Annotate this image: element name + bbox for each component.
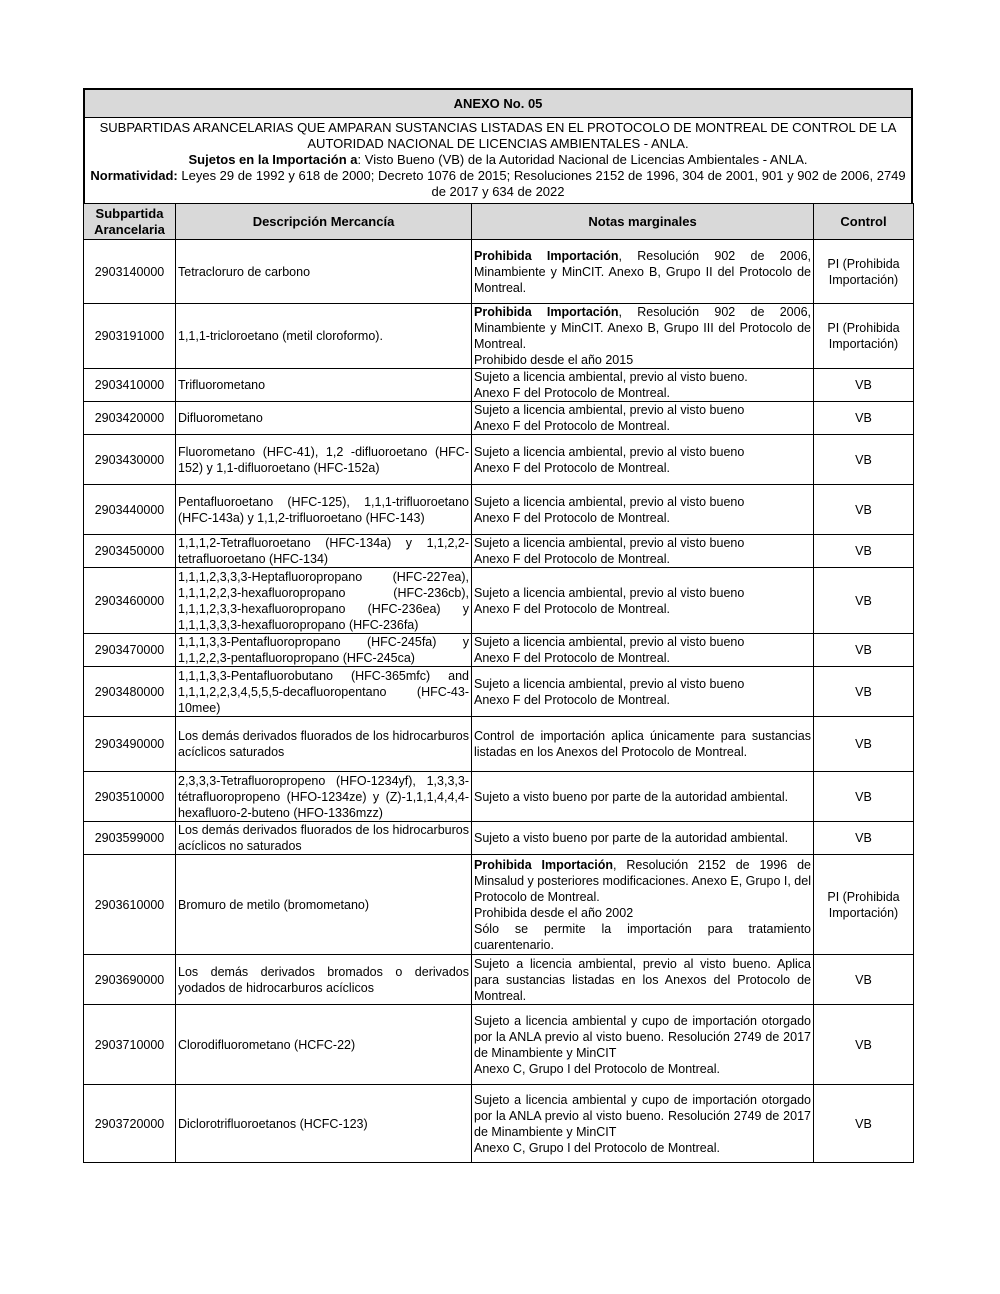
description-cell: Difluorometano (176, 402, 472, 435)
note-line (474, 494, 811, 510)
control-cell: VB (814, 402, 914, 435)
notes-cell (472, 717, 814, 772)
tariff-code-cell: 2903450000 (84, 535, 176, 568)
table-header-row (84, 204, 914, 240)
control-cell: VB (814, 568, 914, 634)
control-cell: VB (814, 822, 914, 855)
description-cell: Clorodifluorometano (HCFC-22) (176, 1005, 472, 1085)
control-cell: PI (Prohibida Importación) (814, 855, 914, 955)
norm-text: Leyes 29 de 1992 y 618 de 2000; Decreto 1076 de 2015; Resoluciones 2152 de 1996, 304 de 2001, 901 y 902 de 2006, 2749 de 2017 y 634 de 2022 (177, 168, 906, 199)
note-text: Control de importación aplica únicamente para sustancias listadas en los Anexos del Protocolo de Montreal. (474, 729, 811, 759)
notes-cell (472, 1005, 814, 1085)
notes-cell (472, 402, 814, 435)
tariff-code-cell: 2903710000 (84, 1005, 176, 1085)
tariff-code-cell: 2903420000 (84, 402, 176, 435)
tariff-code-cell: 2903430000 (84, 435, 176, 485)
note-text: Anexo C, Grupo I del Protocolo de Montreal. (474, 1061, 720, 1076)
note-line (474, 402, 811, 418)
tariff-code-cell: 2903690000 (84, 955, 176, 1005)
notes-cell (472, 304, 814, 369)
note-text: , Resolución 902 de 2006, Minambiente y MinCIT. Anexo B, Grupo III del Protocolo de Montreal. (474, 305, 811, 351)
description-cell: Bromuro de metilo (bromometano) (176, 855, 472, 955)
control-cell: VB (814, 772, 914, 822)
table-row (84, 667, 914, 717)
note-line (474, 369, 811, 385)
note-text: Anexo F del Protocolo de Montreal. (474, 601, 670, 616)
note-line (474, 385, 811, 401)
tariff-code-cell: 2903140000 (84, 240, 176, 304)
notes-cell (472, 955, 814, 1005)
table-row (84, 955, 914, 1005)
note-line (474, 1092, 811, 1140)
annex-intro (83, 117, 913, 203)
note-line (474, 585, 811, 601)
note-text: Anexo F del Protocolo de Montreal. (474, 386, 670, 400)
norm-label: Normatividad: (90, 168, 178, 183)
note-text: Sujeto a licencia ambiental y cupo de importación otorgado por la ANLA previo al visto bueno. Resolución 2749 de 2017 de Minambiente y MinCIT (474, 1092, 811, 1139)
note-text: Prohibida desde el año 2002 (474, 905, 634, 920)
header-control: Control (814, 204, 914, 240)
description-cell: 1,1,1,2,3,3,3-Heptafluoropropano (HFC-227ea), 1,1,1,2,2,3-hexafluoropropano (HFC-236cb), 1,1,1,2,3,3-hexafluoropropano (HFC-236ea) y 1,1,1,3,3,3-hexafluoropropano (HFC-236fa) (176, 568, 472, 634)
table-row (84, 717, 914, 772)
note-line (474, 905, 811, 921)
table-row (84, 1085, 914, 1163)
note-text: Sujeto a licencia ambiental, previo al visto bueno (474, 676, 745, 691)
notes-cell (472, 822, 814, 855)
note-line (474, 248, 811, 296)
note-line (474, 1140, 811, 1156)
annex-document (83, 88, 913, 1163)
note-line (474, 956, 811, 1004)
control-cell: PI (Prohibida Importación) (814, 304, 914, 369)
control-cell: VB (814, 369, 914, 402)
note-line (474, 460, 811, 476)
control-cell: VB (814, 667, 914, 717)
table-row (84, 772, 914, 822)
description-cell: 1,1,1-tricloroetano (metil cloroformo). (176, 304, 472, 369)
note-line (474, 921, 811, 953)
tariff-code-cell: 2903480000 (84, 667, 176, 717)
tariff-code-cell: 2903460000 (84, 568, 176, 634)
description-cell: Pentafluoroetano (HFC-125), 1,1,1-trifluoroetano (HFC-143a) y 1,1,2-trifluoroetano (HFC-143) (176, 485, 472, 535)
note-text: Sujeto a licencia ambiental y cupo de importación otorgado por la ANLA previo al visto bueno. Resolución 2749 de 2017 de Minambiente y MinCIT (474, 1013, 811, 1060)
tariff-code-cell: 2903610000 (84, 855, 176, 955)
note-line (474, 444, 811, 460)
note-text: Anexo F del Protocolo de Montreal. (474, 651, 670, 665)
note-text: Sujeto a licencia ambiental, previo al visto bueno (474, 635, 745, 649)
description-cell: 1,1,1,3,3-Pentafluoropropano (HFC-245fa) y 1,1,2,2,3-pentafluoropropano (HFC-245ca) (176, 634, 472, 667)
note-line (474, 650, 811, 666)
notes-cell (472, 667, 814, 717)
table-row (84, 568, 914, 634)
control-cell: VB (814, 435, 914, 485)
control-cell: VB (814, 485, 914, 535)
table-body (84, 240, 914, 1163)
note-text: Sujeto a licencia ambiental, previo al visto bueno. (474, 370, 748, 384)
note-line (474, 830, 811, 846)
control-cell: VB (814, 1005, 914, 1085)
table-row (84, 304, 914, 369)
description-cell: 2,3,3,3-Tetrafluoropropeno (HFO-1234yf), 1,3,3,3-tétrafluoropropeno (HFO-1234ze) y (Z)-1,1,1,4,4,4-hexafluoro-2-buteno (HFO-1336mzz) (176, 772, 472, 822)
note-line (474, 1061, 811, 1077)
note-text: Sujeto a licencia ambiental, previo al visto bueno (474, 494, 745, 509)
note-line (474, 418, 811, 434)
notes-cell (472, 855, 814, 955)
header-description: Descripción Mercancía (176, 204, 472, 240)
intro-normativity (89, 168, 907, 200)
table-row (84, 855, 914, 955)
note-line (474, 352, 811, 368)
description-cell: 1,1,1,3,3-Pentafluorobutano (HFC-365mfc) and 1,1,1,2,2,3,4,5,5,5-decafluoropentano (HFC-43-10mee) (176, 667, 472, 717)
subjects-label: Sujetos en la Importación a (188, 152, 358, 167)
notes-cell (472, 485, 814, 535)
tariff-code-cell: 2903410000 (84, 369, 176, 402)
note-line (474, 634, 811, 650)
notes-cell (472, 634, 814, 667)
header-notes: Notas marginales (472, 204, 814, 240)
note-text: Anexo F del Protocolo de Montreal. (474, 510, 670, 525)
note-line (474, 676, 811, 692)
note-text: Sujeto a licencia ambiental, previo al visto bueno (474, 536, 745, 550)
note-line (474, 789, 811, 805)
note-line (474, 304, 811, 352)
control-cell: VB (814, 955, 914, 1005)
notes-cell (472, 435, 814, 485)
notes-cell (472, 568, 814, 634)
note-bold-lead: Prohibida Importación (474, 305, 619, 319)
tariff-code-cell: 2903490000 (84, 717, 176, 772)
table-row (84, 1005, 914, 1085)
notes-cell (472, 772, 814, 822)
note-bold-lead: Prohibida Importación (474, 857, 614, 872)
note-text: Sujeto a licencia ambiental, previo al visto bueno. Aplica para sustancias listadas en los Anexos del Protocolo de Montreal. (474, 956, 811, 1003)
control-cell: VB (814, 1085, 914, 1163)
notes-cell (472, 535, 814, 568)
table-row (84, 535, 914, 568)
description-cell: Fluorometano (HFC-41), 1,2 -difluoroetano (HFC-152) y 1,1-difluoroetano (HFC-152a) (176, 435, 472, 485)
note-text: Prohibido desde el año 2015 (474, 353, 634, 367)
tariff-code-cell: 2903720000 (84, 1085, 176, 1163)
note-line (474, 1013, 811, 1061)
tariff-code-cell: 2903510000 (84, 772, 176, 822)
note-line (474, 551, 811, 567)
tariff-code-cell: 2903599000 (84, 822, 176, 855)
description-cell: Diclorotrifluoroetanos (HCFC-123) (176, 1085, 472, 1163)
description-cell: 1,1,1,2-Tetrafluoroetano (HFC-134a) y 1,1,2,2-tetrafluoroetano (HFC-134) (176, 535, 472, 568)
note-text: Sujeto a licencia ambiental, previo al visto bueno (474, 444, 745, 459)
description-cell: Tetracloruro de carbono (176, 240, 472, 304)
note-text: Sólo se permite la importación para tratamiento cuarentenario. (474, 921, 811, 952)
annex-title: ANEXO No. 05 (83, 88, 913, 117)
note-line (474, 692, 811, 708)
note-line (474, 535, 811, 551)
tariff-code-cell: 2903440000 (84, 485, 176, 535)
note-text: Anexo F del Protocolo de Montreal. (474, 692, 670, 707)
note-text: Sujeto a licencia ambiental, previo al visto bueno (474, 403, 745, 417)
description-cell: Trifluorometano (176, 369, 472, 402)
table-row (84, 485, 914, 535)
note-text: , Resolución 2152 de 1996 de Minsalud y posteriores modificaciones. Anexo E, Grupo I, del Protocolo de Montreal. (474, 857, 811, 904)
notes-cell (472, 240, 814, 304)
subjects-text: : Visto Bueno (VB) de la Autoridad Nacional de Licencias Ambientales - ANLA. (357, 152, 808, 167)
note-text: Sujeto a visto bueno por parte de la autoridad ambiental. (474, 789, 789, 804)
note-text: Anexo F del Protocolo de Montreal. (474, 552, 670, 566)
intro-subjects (89, 152, 907, 168)
note-text: Sujeto a licencia ambiental, previo al visto bueno (474, 585, 745, 600)
notes-cell (472, 1085, 814, 1163)
table-row (84, 634, 914, 667)
description-cell: Los demás derivados fluorados de los hidrocarburos acíclicos no saturados (176, 822, 472, 855)
control-cell: PI (Prohibida Importación) (814, 240, 914, 304)
tariff-table (83, 203, 914, 1163)
note-text: Anexo C, Grupo I del Protocolo de Montreal. (474, 1140, 720, 1155)
note-line (474, 728, 811, 760)
table-row (84, 402, 914, 435)
note-bold-lead: Prohibida Importación (474, 248, 619, 263)
tariff-code-cell: 2903191000 (84, 304, 176, 369)
note-text: Anexo F del Protocolo de Montreal. (474, 419, 670, 433)
intro-heading: SUBPARTIDAS ARANCELARIAS QUE AMPARAN SUSTANCIAS LISTADAS EN EL PROTOCOLO DE MONTREAL DE CONTROL DE LA AUTORIDAD NACIONAL DE LICENCIAS AMBIENTALES - ANLA. (99, 120, 897, 151)
header-code: Subpartida Arancelaria (84, 204, 176, 240)
table-row (84, 369, 914, 402)
description-cell: Los demás derivados bromados o derivados yodados de hidrocarburos acíclicos (176, 955, 472, 1005)
table-row (84, 822, 914, 855)
note-text: Anexo F del Protocolo de Montreal. (474, 460, 670, 475)
note-line (474, 601, 811, 617)
tariff-code-cell: 2903470000 (84, 634, 176, 667)
note-text: Sujeto a visto bueno por parte de la autoridad ambiental. (474, 831, 789, 845)
control-cell: VB (814, 535, 914, 568)
note-text: , Resolución 902 de 2006, Minambiente y MinCIT. Anexo B, Grupo II del Protocolo de Montreal. (474, 248, 811, 295)
table-row (84, 435, 914, 485)
control-cell: VB (814, 717, 914, 772)
description-cell: Los demás derivados fluorados de los hidrocarburos acíclicos saturados (176, 717, 472, 772)
table-row (84, 240, 914, 304)
note-line (474, 857, 811, 905)
notes-cell (472, 369, 814, 402)
note-line (474, 510, 811, 526)
control-cell: VB (814, 634, 914, 667)
